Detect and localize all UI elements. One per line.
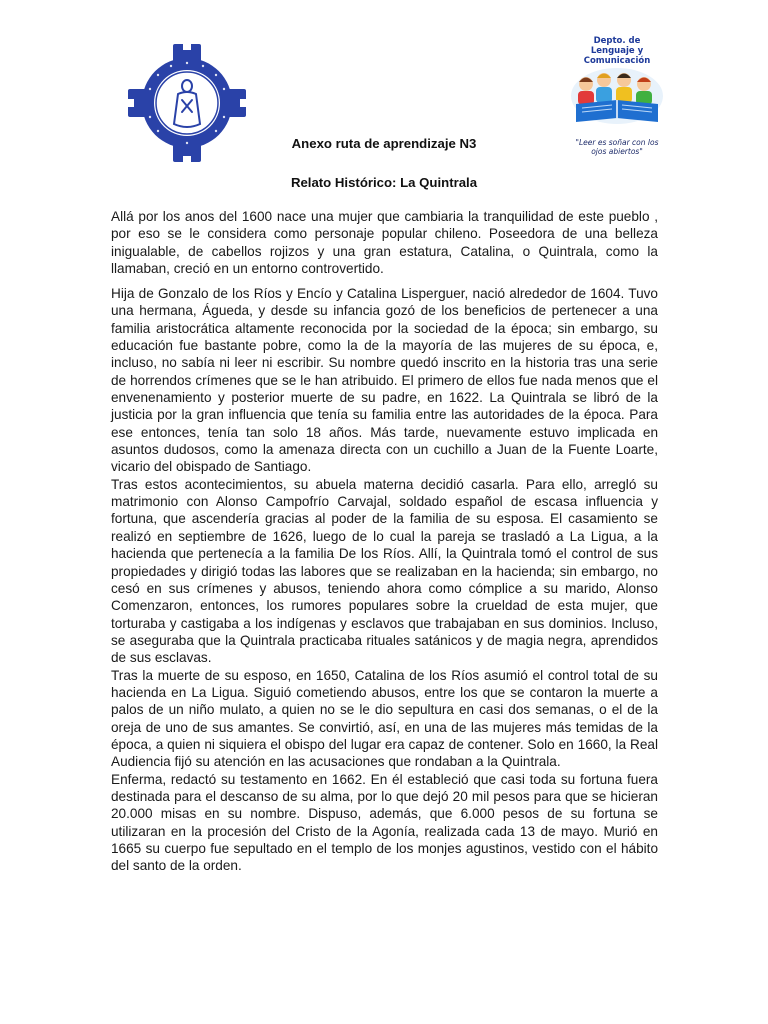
department-motto: "Leer es soñar con los ojos abiertos" (575, 138, 659, 156)
department-title: Depto. de Lenguaje y Comunicación (583, 36, 651, 66)
paragraph-main: Hija de Gonzalo de los Ríos y Encío y Catalina Lisperguer, nació alrededor de 1604. Tuvo una hermana, Águeda, y desde su infancia gozó de los beneficios de pertenecer a una familia aristocrática altamente reconocida por la sociedad de la época; sin embargo, su educación fue bastante pobre, como la de la mayoría de las mujeres de su época, e, incluso, no sabía ni leer ni escribir. Su nombre quedó inscrito en la historia tras una serie de horrendos crímenes que se le han atribuido. El primero de ellos fue nada menos que el envenenamiento y posterior muerte de su padre, en 1622. La Quintrala se libró de la justicia por la gran influencia que tenía su familia entre las autoridades de la época. Para ese entonces, tenía tan solo 18 años. Más tarde, nuevamente estuvo implicada en asuntos dudosos, como la amenaza directa con un cuchillo a Juan de la Fuente Loarte, vicario del obispado de Santiago. Tras estos acontecimientos, su abuela materna decidió casarla. Para ello, arregló su matrimonio con Alonso Campofrío Carvajal, soldado español de escasa influencia y fortuna, que ascendería gracias al poder de la familia de su esposa. El casamiento se realizó en septiembre de 1626, luego de lo cual la pareja se trasladó a La Ligua, a la hacienda que pertenecía a la familia De los Ríos. Allí, la Quintrala tomó el control de sus propiedades y dirigió todas las labores que se realizaban en la hacienda; sin embargo, no cesó en sus crímenes y abusos, teniendo ahora como cómplice a su marido, Alonso Comenzaron, entonces, los rumores populares sobre la crueldad de esta mujer, que torturaba y castigaba a los indígenas y esclavos que trabajaban en sus dominios. Incluso, se aseguraba que la Quintrala practicaba rituales satánicos y de magia negra, aprendidos de sus esclavas. Tras la muerte de su esposo, en 1650, Catalina de los Ríos asumió el control total de su hacienda en La Ligua. Siguió cometiendo abusos, entre los que se contaron la muerte a palos de un niño mulato, a quien no se le dio sepultura en casi dos semanas, o el de la oreja de uno de sus amantes. Se convirtió, así, en una de las mujeres más temidas de la época, a quien ni siquiera el obispo del lugar era capaz de contener. Solo en 1660, la Real Audiencia fijó su atención en las acusaciones que rondaban a la Quintrala. Enferma, redactó su testamento en 1662. En él estableció que casi toda su fortuna fuera destinada para el descanso de su alma, por lo que dejó 20 mil pesos para que se hicieran 20.000 misas en su nombre. Dispuso, además, que 6.000 pesos de su fortuna se utilizaran en la procesión del Cristo de la Agonía, realizada cada 13 de mayo. Murió en 1665 su cuerpo fue sepultado en el templo de los monjes agustinos, vestido con el hábito del santo de la orden. (111, 286, 658, 874)
paragraph-intro: Allá por los anos del 1600 nace una mujer que cambiaria la tranquilidad de este pueblo , por eso se le considera como personaje popular chileno. Poseedora de una belleza inigualable, de cabellos rojizos y una gran estatura, Catalina, o Quintrala, como la llamaban, creció en un entorno controvertido. (111, 209, 658, 277)
reading-children-icon (568, 66, 666, 126)
document-title: Anexo ruta de aprendizaje N3 (291, 136, 477, 151)
department-logo (556, 28, 678, 156)
document-subtitle: Relato Histórico: La Quintrala (290, 175, 478, 190)
